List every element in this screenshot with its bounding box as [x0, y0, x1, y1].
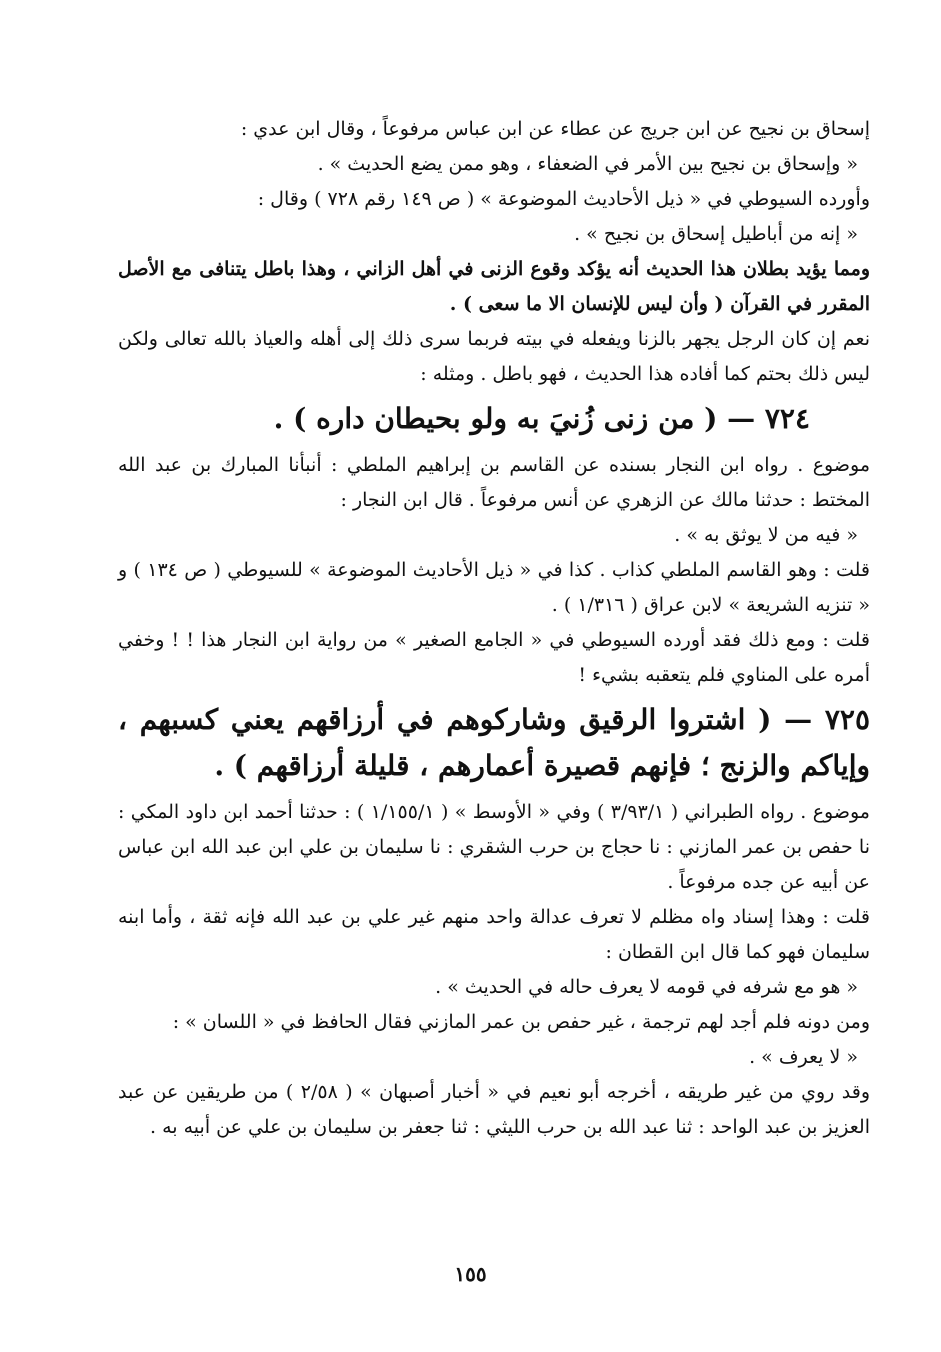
page-number: ١٥٥ — [454, 1262, 487, 1286]
quote: « إنه من أباطيل إسحاق بن نجيح » . — [574, 223, 858, 245]
quote: « هو مع شرفه في قومه لا يعرف حاله في الحديث » . — [435, 976, 858, 998]
quote: « فيه من لا يوثق به » . — [674, 524, 858, 546]
paragraph: قلت : وهو القاسم الملطي كذاب . كذا في « ذيل الأحاديث الموضوعة » للسيوطي ( ص ١٣٤ ) و « تنزيه الشريعة » لابن عراق ( ١/٣١٦ ) . — [118, 559, 870, 616]
hadith-heading-724: ٧٢٤ — ( من زنى زُنيَ به ولو بحيطان داره ) . — [273, 402, 810, 435]
paragraph: إسحاق بن نجيح عن ابن جريج عن عطاء عن ابن عباس مرفوعاً ، وقال ابن عدي : — [240, 118, 870, 140]
paragraph: ومن دونه فلم أجد لهم ترجمة ، غير حفص بن عمر المازني فقال الحافظ في « اللسان » : — [172, 1011, 870, 1033]
paragraph: قلت : وهذا إسناد واه مظلم لا تعرف عدالة واحد منهم غير علي بن عبد الله فإنه ثقة ، وأما ابنه سليمان فهو كما قال ابن القطان : — [118, 906, 870, 963]
paragraph: ومما يؤيد بطلان هذا الحديث أنه يؤكد وقوع الزنى في أهل الزاني ، وهذا باطل يتنافى مع الأصل المقرر في القرآن ( وأن ليس للإنسان الا ما سعى ) . — [118, 258, 870, 315]
paragraph: موضوع . رواه الطبراني ( ٣/٩٣/١ ) وفي « الأوسط » ( ١/١٥٥/١ ) : حدثنا أحمد ابن داود المكي : نا حفص بن عمر المازني : نا حجاج بن حرب الشقري : نا سليمان بن علي ابن عبد الله ابن عباس عن أبيه عن جده مرفوعاً . — [118, 801, 870, 893]
body-text — [118, 112, 870, 1145]
paragraph: وقد روي من غير طريقه ، أخرجه أبو نعيم في « أخبار أصبهان » ( ٢/٥٨ ) من طريقين عن عبد العزيز بن عبد الواحد : ثنا عبد الله بن حرب الليثي : ثنا جعفر بن سليمان بن علي عن أبيه به . — [118, 1081, 871, 1138]
paragraph: قلت : ومع ذلك فقد أورده السيوطي في « الجامع الصغير » من رواية ابن النجار هذا ! ! وخفي أمره على المناوي فلم يتعقبه بشيء ! — [118, 629, 870, 686]
paragraph: موضوع . رواه ابن النجار بسنده عن القاسم بن إبراهيم الملطي : أنبأنا المبارك بن عبد الله المختط : حدثنا مالك عن الزهري عن أنس مرفوعاً . قال ابن النجار : — [118, 454, 870, 511]
quote: « لا يعرف » . — [749, 1046, 858, 1068]
paragraph: وأورده السيوطي في « ذيل الأحاديث الموضوعة » ( ص ١٤٩ رقم ٧٢٨ ) وقال : — [257, 188, 870, 210]
quote: « وإسحاق بن نجيح بين الأمر في الضعفاء ، وهو ممن يضع الحديث » . — [317, 153, 858, 175]
paragraph: نعم إن كان الرجل يجهر بالزنا ويفعله في بيته فربما سرى ذلك إلى أهله والعياذ بالله تعالى ولكن ليس ذلك بحتم كما أفاده هذا الحديث ، فهو باطل . ومثله : — [118, 328, 870, 385]
hadith-heading-725: ٧٢٥ — ( اشتروا الرقيق وشاركوهم في أرزاقهم يعني كسبهم ، وإياكم والزنج ؛ فإنهم قصيرة أعمارهم ، قليلة أرزاقهم ) . — [118, 703, 870, 782]
